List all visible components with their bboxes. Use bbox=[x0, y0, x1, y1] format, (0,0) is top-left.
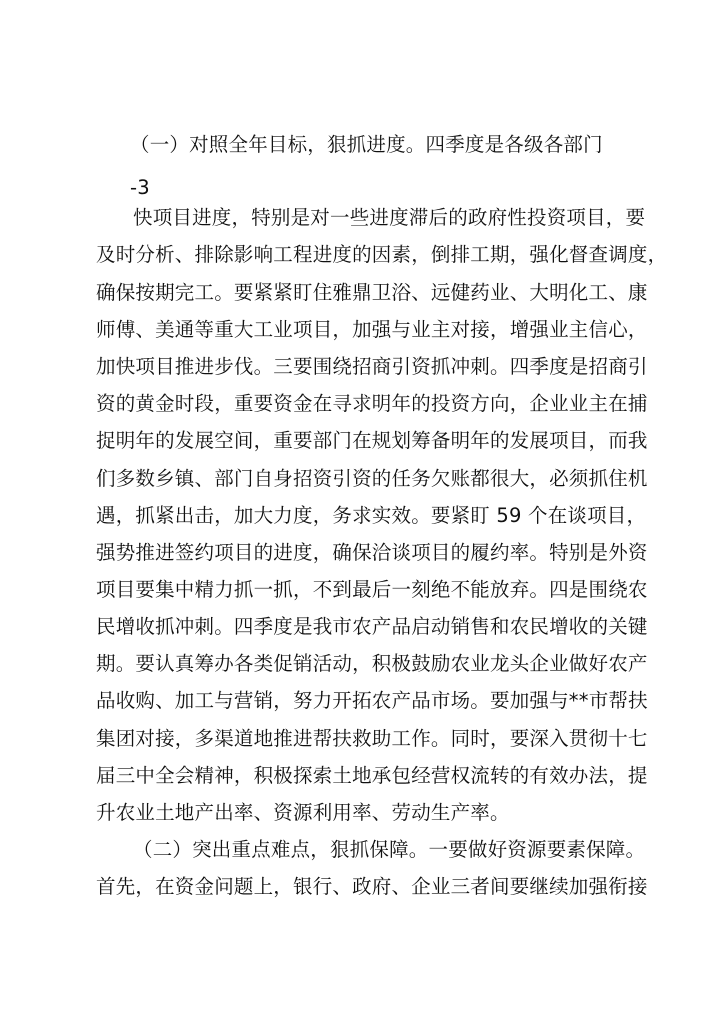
text-line: 届三中全会精神，积极探索土地承包经营权流转的有效办法，提 bbox=[96, 764, 648, 787]
page-number-marker: -3 bbox=[130, 176, 150, 199]
text-line: 加快项目推进步伐。三要围绕招商引资抓冲刺。四季度是招商引 bbox=[96, 355, 648, 378]
text-line: 捉明年的发展空间，重要部门在规划筹备明年的发展项目，而我 bbox=[96, 429, 648, 452]
text-line: 集团对接，多渠道地推进帮扶救助工作。同时，要深入贯彻十七 bbox=[96, 727, 648, 750]
text-line: 快项目进度，特别是对一些进度滞后的政府性投资项目，要 bbox=[133, 206, 646, 229]
text-line: 民增收抓冲刺。四季度是我市农产品启动销售和农民增收的关键 bbox=[96, 615, 648, 638]
text-line: 首先，在资金问题上，银行、政府、企业三者间要继续加强衔接 bbox=[96, 875, 648, 898]
text-line: 遇，抓紧出击，加大力度，务求实效。要紧盯 59 个在谈项目， bbox=[96, 504, 647, 527]
text-line: 期。要认真筹办各类促销活动，积极鼓励农业龙头企业做好农产 bbox=[96, 652, 648, 675]
text-line: 资的黄金时段，重要资金在寻求明年的投资方向，企业业主在捕 bbox=[96, 392, 648, 415]
text-line: 确保按期完工。要紧紧盯住雅鼎卫浴、远健药业、大明化工、康 bbox=[96, 281, 648, 304]
text-line: 品收购、加工与营销，努力开拓农产品市场。要加强与**市帮扶 bbox=[96, 689, 648, 712]
text-line: 们多数乡镇、部门自身招资引资的任务欠账都很大，必须抓住机 bbox=[96, 467, 648, 490]
text-line: 及时分析、排除影响工程进度的因素，倒排工期，强化督查调度， bbox=[96, 243, 668, 266]
paragraph-heading-1: （一）对照全年目标，狠抓进度。四季度是各级各部门 bbox=[130, 133, 603, 156]
text-line: 强势推进签约项目的进度，确保洽谈项目的履约率。特别是外资 bbox=[96, 541, 648, 564]
paragraph-heading-2: （二）突出重点难点，狠抓保障。一要做好资源要素保障。 bbox=[133, 838, 646, 861]
text-line: 升农业土地产出率、资源利用率、劳动生产率。 bbox=[96, 801, 510, 824]
text-line: 项目要集中精力抓一抓，不到最后一刻绝不能放弃。四是围绕农 bbox=[96, 578, 648, 601]
text-line: 师傅、美通等重大工业项目，加强与业主对接，增强业主信心， bbox=[96, 318, 648, 341]
